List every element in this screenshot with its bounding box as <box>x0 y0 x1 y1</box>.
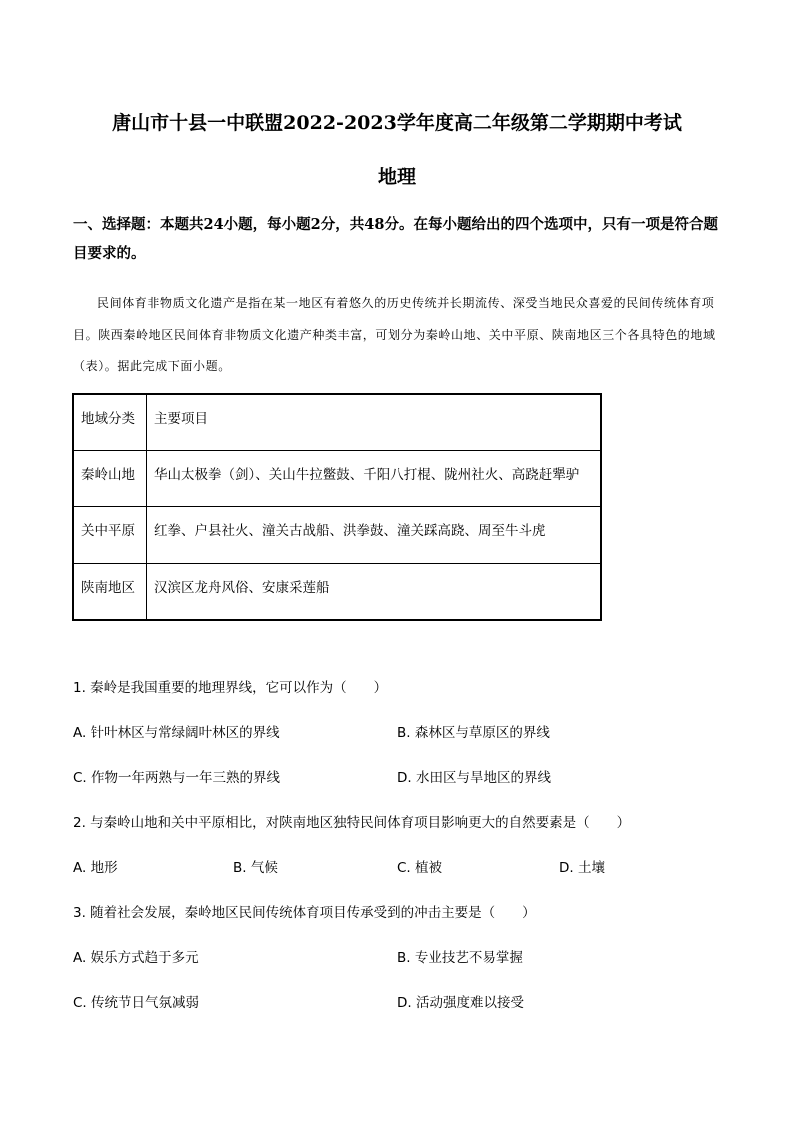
question-1-option-c[interactable]: C. 作物一年两熟与一年三熟的界线 <box>73 770 281 786</box>
question-3-option-d[interactable]: D. 活动强度难以接受 <box>397 995 524 1011</box>
question-1-option-d[interactable]: D. 水田区与旱地区的界线 <box>397 770 551 786</box>
question-2-stem: 2. 与秦岭山地和关中平原相比，对陕南地区独特民间体育项目影响更大的自然要素是（ ） <box>73 815 631 831</box>
table-cell-items: 华山太极拳（剑）、关山牛拉鳖鼓、千阳八打棍、陇州社火、高跷赶犟驴 <box>147 451 602 507</box>
table-cell-items: 红拳、户县社火、潼关古战船、洪拳鼓、潼关踩高跷、周至牛斗虎 <box>147 507 602 563</box>
question-1-option-a[interactable]: A. 针叶林区与常绿阔叶林区的界线 <box>73 725 280 741</box>
table-cell-region: 陕南地区 <box>73 563 147 620</box>
question-1-option-b[interactable]: B. 森林区与草原区的界线 <box>397 725 550 741</box>
section-instructions: 一、选择题：本题共24小题，每小题2分，共48分。在每小题给出的四个选项中，只有一项是符合题目要求的。 <box>73 216 718 262</box>
table-header-cell: 主要项目 <box>147 394 602 451</box>
reading-passage: 民间体育非物质文化遗产是指在某一地区有着悠久的历史传统并长期流传、深受当地民众喜爱的民间传统体育项目。陕西秦岭地区民间体育非物质文化遗产种类丰富，可划分为秦岭山地、关中平原、陕南地区三个各具特色的地域（表）。据此完成下面小题。 <box>73 296 716 373</box>
question-3-option-c[interactable]: C. 传统节日气氛减弱 <box>73 995 200 1011</box>
table-header-cell: 地域分类 <box>73 394 147 451</box>
exam-title: 唐山市十县一中联盟2022-2023学年度高二年级第二学期期中考试 <box>112 112 682 134</box>
question-3-option-b[interactable]: B. 专业技艺不易掌握 <box>397 950 523 966</box>
table-row <box>73 451 601 507</box>
table-cell-region: 关中平原 <box>73 507 147 563</box>
question-3-stem: 3. 随着社会发展，秦岭地区民间传统体育项目传承受到的冲击主要是（ ） <box>73 905 536 921</box>
question-1-stem: 1. 秦岭是我国重要的地理界线，它可以作为（ ） <box>73 680 388 696</box>
table-header-row <box>73 394 601 451</box>
question-2-option-b[interactable]: B. 气候 <box>233 860 278 876</box>
question-3-option-a[interactable]: A. 娱乐方式趋于多元 <box>73 950 199 966</box>
table-cell-items: 汉滨区龙舟风俗、安康采莲船 <box>147 563 602 620</box>
table-cell-region: 秦岭山地 <box>73 451 147 507</box>
question-2-option-d[interactable]: D. 土壤 <box>559 860 605 876</box>
sports-heritage-table <box>72 393 602 621</box>
table-row <box>73 563 601 620</box>
table-row <box>73 507 601 563</box>
question-2-option-c[interactable]: C. 植被 <box>397 860 443 876</box>
question-2-option-a[interactable]: A. 地形 <box>73 860 118 876</box>
subject-title: 地理 <box>377 166 416 188</box>
